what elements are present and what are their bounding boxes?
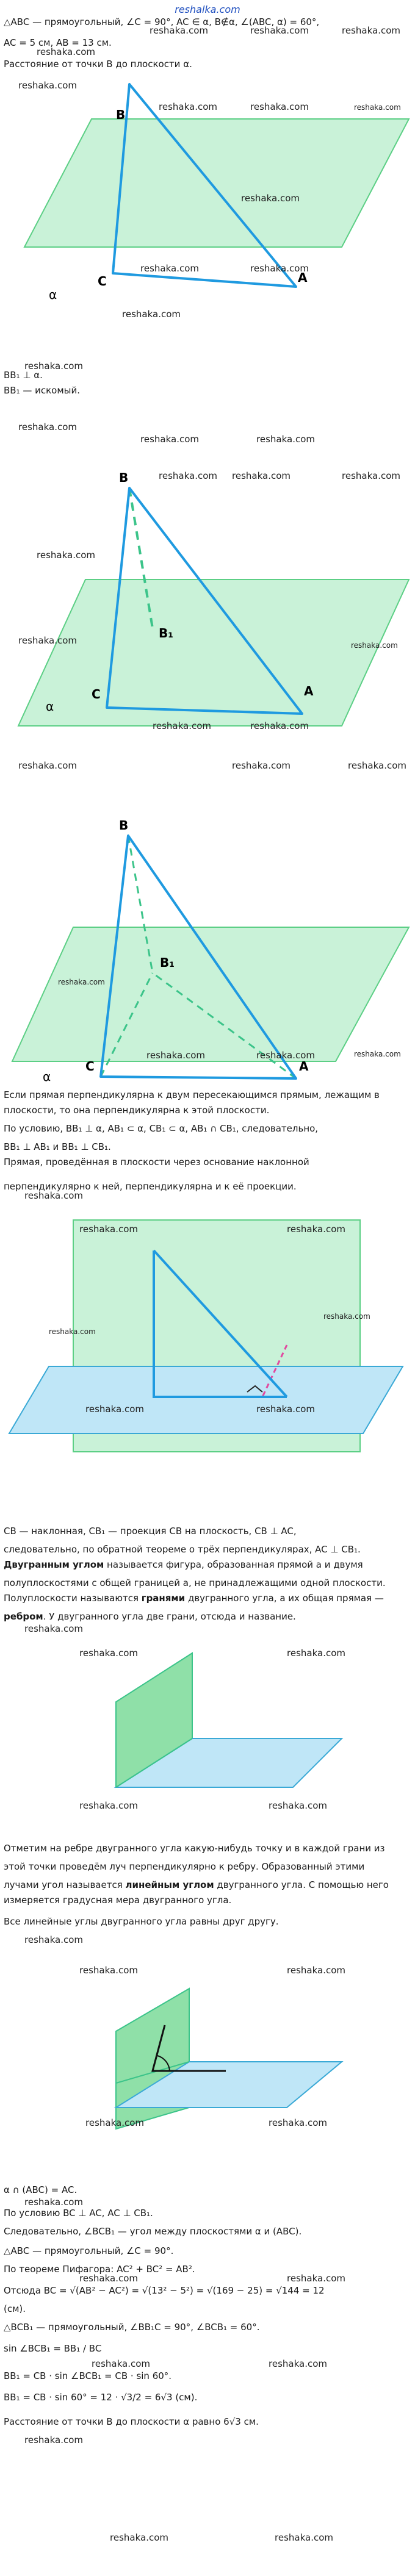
label-B: B — [119, 818, 129, 833]
watermark: reshaka.com — [354, 1050, 401, 1058]
label-C: C — [92, 687, 101, 701]
term-dihedral: Двугранным углом — [4, 1559, 104, 1570]
solution-line-2: По условию BC ⊥ AC, AC ⊥ CB₁. — [4, 2208, 153, 2219]
theorem-line-2: плоскости, то она перпендикулярна к этой плоскости. — [4, 1105, 270, 1116]
label-C: C — [98, 274, 107, 289]
label-A: A — [298, 270, 308, 285]
watermark: reshaka.com — [287, 1224, 345, 1235]
solution-line-7: (см). — [4, 2303, 26, 2314]
construction-line-2: BB₁ — искомый. — [4, 385, 81, 396]
linear-angle-line-4: измеряется градусная мера двугранного угла. — [4, 1895, 232, 1906]
watermark: reshaka.com — [79, 1965, 138, 1976]
proof-line-2: BB₁ ⊥ AB₁ и BB₁ ⊥ CB₁. — [4, 1141, 111, 1152]
watermark: reshaka.com — [24, 1190, 83, 1201]
solution-line-9: sin ∠BCB₁ = BB₁ / BC — [4, 2343, 102, 2354]
def3-c: двугранного угла, а их общая прямая — — [185, 1593, 384, 1604]
def4-b: . У двугранного угла две грани, отсюда и название. — [43, 1611, 296, 1622]
figure-perpendicular — [0, 445, 415, 714]
watermark: reshaka.com — [323, 1312, 370, 1321]
label-C: C — [85, 1059, 95, 1074]
oblique-line-1: CB — наклонная, CB₁ — проекция CB на плоскость, CB ⊥ AC, — [4, 1526, 297, 1537]
label-alpha: α — [43, 1069, 51, 1084]
watermark: reshaka.com — [287, 1965, 345, 1976]
watermark: reshaka.com — [24, 2197, 83, 2208]
linear-angle-line-5: Все линейные углы двугранного угла равны друг другу. — [4, 1916, 279, 1927]
answer-line: Расстояние от точки B до плоскости α равно 6√3 см. — [4, 2416, 259, 2427]
theorem-3p-line-2: перпендикулярно к ней, перпендикулярна и к её проекции. — [4, 1181, 297, 1192]
watermark: reshaka.com — [232, 760, 290, 771]
watermark: reshaka.com — [354, 103, 401, 112]
theorem-3p-line-1: Прямая, проведённая в плоскости через основание наклонной — [4, 1157, 309, 1168]
watermark: reshaka.com — [342, 470, 400, 481]
figure-dihedral-angle — [0, 1641, 415, 1793]
watermark: reshaka.com — [241, 193, 300, 204]
watermark: reshaka.com — [351, 641, 398, 650]
watermark: reshaka.com — [287, 2273, 345, 2284]
solution-line-5: По теореме Пифагора: AC² + BC² = AB². — [4, 2264, 195, 2275]
linear-angle-line-2: этой точки проведём луч перпендикулярно к ребру. Образованный этими — [4, 1861, 365, 1872]
watermark: reshaka.com — [250, 263, 309, 274]
definition-line-3 — [4, 1592, 411, 1606]
linear-angle-line-1: Отметим на ребре двугранного угла какую-нибудь точку и в каждой грани из — [4, 1843, 385, 1854]
term-edge: ребром — [4, 1611, 43, 1622]
watermark: reshaka.com — [24, 1623, 83, 1634]
label-alpha: α — [49, 287, 57, 302]
label-B1: B₁ — [159, 626, 174, 640]
label-B1: B₁ — [160, 955, 175, 970]
watermark: reshaka.com — [122, 309, 181, 320]
watermark: reshaka.com — [153, 720, 211, 731]
watermark: reshaka.com — [18, 635, 77, 646]
def3-a: Полуплоскости называются — [4, 1593, 142, 1604]
solution-line-4: △ABC — прямоугольный, ∠C = 90°. — [4, 2245, 174, 2256]
watermark: reshaka.com — [92, 2358, 150, 2369]
given-line-1: △ABC — прямоугольный, ∠C = 90°, AC ∈ α, B∉α, ∠(ABC, α) = 60°, — [4, 16, 320, 27]
watermark: reshaka.com — [150, 25, 208, 36]
watermark: reshaka.com — [58, 978, 105, 986]
proof-line-1: По условию, BB₁ ⊥ α, AB₁ ⊂ α, CB₁ ⊂ α, AB₁ ∩ CB₁, следовательно, — [4, 1123, 319, 1134]
solution-line-11: BB₁ = CB · sin 60° = 12 · √3/2 = 6√3 (см). — [4, 2392, 198, 2403]
watermark: reshaka.com — [269, 1800, 327, 1811]
watermark: reshaka.com — [18, 422, 77, 432]
lin3-c: двугранного угла. С помощью него — [214, 1879, 389, 1890]
watermark: reshaka.com — [146, 1050, 205, 1061]
watermark: reshaka.com — [79, 1648, 138, 1659]
lin3-a: лучами угол называется — [4, 1879, 126, 1890]
definition-line-1 — [4, 1559, 411, 1572]
watermark: reshaka.com — [85, 2117, 144, 2128]
label-B: B — [119, 470, 129, 485]
watermark: reshaka.com — [342, 25, 400, 36]
watermark: reshaka.com — [37, 550, 95, 561]
figure-linear-angle — [0, 1952, 415, 2074]
definition-line-2: полуплоскостями с общей границей a, не принадлежащими одной плоскости. — [4, 1577, 386, 1588]
theorem-line-1: Если прямая перпендикулярна к двум пересекающимся прямым, лежащим в — [4, 1089, 380, 1100]
watermark: reshaka.com — [275, 2532, 333, 2543]
solution-line-10: BB₁ = CB · sin ∠BCB₁ = CB · sin 60°. — [4, 2370, 172, 2381]
watermark: reshaka.com — [24, 361, 83, 371]
watermark: reshaka.com — [256, 434, 315, 445]
site-header[interactable]: reshalka.com — [175, 4, 240, 15]
watermark: reshaka.com — [348, 760, 406, 771]
label-A: A — [304, 684, 314, 698]
term-linear-angle: линейным углом — [125, 1879, 214, 1890]
watermark: reshaka.com — [18, 80, 77, 91]
solution-line-1: α ∩ (ABC) = AC. — [4, 2184, 78, 2195]
watermark: reshaka.com — [250, 101, 309, 112]
watermark: reshaka.com — [24, 1934, 83, 1945]
definition-line-4 — [4, 1610, 411, 1624]
watermark: reshaka.com — [269, 2117, 327, 2128]
watermark: reshaka.com — [85, 1404, 144, 1415]
given-line-2: AC = 5 см, AB = 13 см. — [4, 37, 112, 48]
definition-text: называется фигура, образованная прямой a и двумя — [104, 1559, 363, 1570]
task-line: Расстояние от точки B до плоскости α. — [4, 59, 192, 70]
linear-angle-line-3 — [4, 1879, 411, 1892]
watermark: reshaka.com — [37, 46, 95, 57]
watermark: reshaka.com — [256, 1404, 315, 1415]
construction-line-1: BB₁ ⊥ α. — [4, 370, 43, 381]
label-alpha: α — [46, 699, 54, 714]
solution-line-6: Отсюда BC = √(AB² − AC²) = √(13² − 5²) = √(169 − 25) = √144 = 12 — [4, 2285, 325, 2296]
solution-line-8: △BCB₁ — прямоугольный, ∠BB₁C = 90°, ∠BCB₁ = 60°. — [4, 2322, 260, 2333]
watermark: reshaka.com — [79, 1224, 138, 1235]
watermark: reshaka.com — [140, 434, 199, 445]
figure-three-perpendiculars — [0, 1214, 415, 1366]
watermark: reshaka.com — [250, 25, 309, 36]
label-A: A — [299, 1059, 309, 1074]
watermark: reshaka.com — [232, 470, 290, 481]
term-faces: гранями — [141, 1593, 186, 1604]
solution-line-3: Следовательно, ∠BCB₁ — угол между плоскостями α и (ABC). — [4, 2226, 302, 2237]
watermark: reshaka.com — [79, 1800, 138, 1811]
watermark: reshaka.com — [49, 1327, 96, 1336]
watermark: reshaka.com — [269, 2358, 327, 2369]
watermark: reshaka.com — [287, 1648, 345, 1659]
watermark: reshaka.com — [256, 1050, 315, 1061]
watermark: reshaka.com — [159, 101, 217, 112]
oblique-line-2: следовательно, по обратной теореме о трёх перпендикулярах, AC ⊥ CB₁. — [4, 1544, 361, 1555]
watermark: reshaka.com — [110, 2532, 168, 2543]
watermark: reshaka.com — [18, 760, 77, 771]
watermark: reshaka.com — [79, 2273, 138, 2284]
label-B: B — [116, 107, 126, 122]
watermark: reshaka.com — [24, 2434, 83, 2445]
watermark: reshaka.com — [140, 263, 199, 274]
watermark: reshaka.com — [250, 720, 309, 731]
watermark: reshaka.com — [159, 470, 217, 481]
